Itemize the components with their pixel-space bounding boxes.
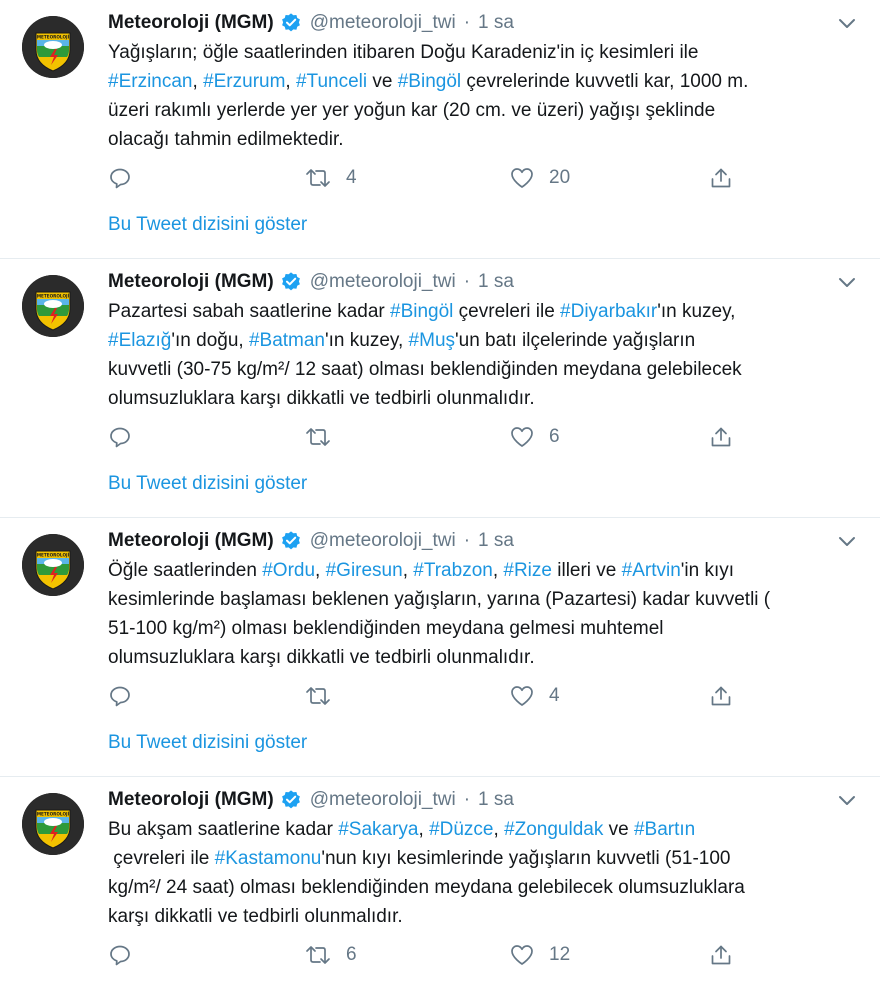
hashtag-link[interactable]: #Düzce: [429, 819, 494, 840]
tweet-text: [108, 556, 860, 672]
chevron-down-icon[interactable]: [836, 789, 858, 811]
tweet-text-segment: ,: [418, 819, 430, 840]
heart-icon: [509, 684, 535, 708]
show-thread-link[interactable]: Bu Tweet dizisini göster: [108, 473, 308, 494]
avatar[interactable]: [22, 16, 84, 78]
share-icon: [709, 943, 733, 967]
tweet-header: [108, 8, 856, 38]
retweet-icon: [304, 166, 332, 190]
author-handle[interactable]: @meteoroloji_twi: [309, 530, 456, 551]
separator-dot: ·: [463, 12, 471, 33]
tweet-text-segment: Bu akşam saatlerine kadar: [108, 819, 339, 840]
tweet-text-segment: karşı dikkatli ve tedbirli olunmalıdır.: [108, 906, 403, 927]
hashtag-link[interactable]: #Sakarya: [338, 819, 419, 840]
tweet-text-segment: Öğle saatlerinden: [108, 560, 263, 581]
svg-text:METEOROLOJİ: METEOROLOJİ: [36, 552, 70, 558]
tweet-header: [108, 267, 856, 297]
hashtag-link[interactable]: #Bartın: [633, 819, 696, 840]
heart-icon: [509, 943, 535, 967]
reply-icon: [108, 684, 132, 708]
like-count: 12: [549, 944, 571, 965]
tweet-text-segment: 'ın doğu,: [171, 330, 249, 351]
tweet-text: [108, 38, 860, 154]
tweet-text-segment: 'ın kuzey,: [657, 301, 736, 322]
tweet-actions: [108, 676, 748, 716]
tweet-actions: [108, 158, 748, 198]
avatar[interactable]: [22, 275, 84, 337]
like-count: 4: [549, 685, 560, 706]
tweet-text-segment: çevrelerinde kuvvetli kar, 1000 m.: [461, 71, 749, 92]
tweet-text-segment: illeri ve: [551, 560, 622, 581]
chevron-down-icon[interactable]: [836, 530, 858, 552]
tweet-text-segment: çevreleri ile: [453, 301, 561, 322]
hashtag-link[interactable]: #Trabzon: [413, 560, 493, 581]
svg-text:METEOROLOJİ: METEOROLOJİ: [36, 34, 70, 40]
retweet-button[interactable]: [304, 417, 346, 457]
tweet-text-segment: 51-100 kg/m²) olması beklendiğinden meydana gelmesi muhtemel: [108, 618, 664, 639]
tweet[interactable]: [0, 518, 880, 777]
separator-dot: ·: [463, 271, 471, 292]
like-count: 6: [549, 426, 560, 447]
verified-badge-icon: [280, 789, 302, 811]
mgm-logo-icon: [22, 275, 84, 337]
author-name[interactable]: Meteoroloji (MGM): [108, 271, 274, 292]
tweet-text-segment: Yağışların; öğle saatlerinden itibaren Doğu Karadeniz'in iç kesimleri ile: [108, 42, 699, 63]
reply-button[interactable]: [108, 676, 132, 716]
author-name[interactable]: Meteoroloji (MGM): [108, 789, 274, 810]
hashtag-link[interactable]: #Tunceli: [295, 71, 368, 92]
retweet-button[interactable]: [304, 158, 357, 198]
tweet-header: [108, 785, 856, 815]
tweet-text-segment: kesimlerinde başlaması beklenen yağışların, yarına (Pazartesi) kadar kuvvetli (: [108, 589, 771, 610]
separator-dot: ·: [463, 789, 471, 810]
tweet-text-segment: olacağı tahmin edilmektedir.: [108, 129, 344, 150]
retweet-count: 4: [346, 167, 357, 188]
hashtag-link[interactable]: #Muş: [408, 330, 456, 351]
chevron-down-icon[interactable]: [836, 12, 858, 34]
hashtag-link[interactable]: #Artvin: [621, 560, 681, 581]
hashtag-link[interactable]: #Diyarbakır: [560, 301, 658, 322]
hashtag-link[interactable]: #Rize: [503, 560, 552, 581]
hashtag-link[interactable]: #Erzurum: [203, 71, 286, 92]
retweet-count: 6: [346, 944, 357, 965]
share-button[interactable]: [709, 676, 733, 716]
hashtag-link[interactable]: #Elazığ: [108, 330, 172, 351]
tweet-text-segment: 'un batı ilçelerinde yağışların: [455, 330, 696, 351]
tweet-text-segment: ,: [492, 560, 504, 581]
mgm-logo-icon: [22, 16, 84, 78]
tweet-text-segment: kuvvetli (30-75 kg/m²/ 12 saat) olması beklendiğinden meydana gelebilecek: [108, 359, 742, 380]
hashtag-link[interactable]: #Erzincan: [108, 71, 193, 92]
tweet-text-segment: 'ın kuzey,: [325, 330, 409, 351]
tweet-text-segment: ,: [402, 560, 414, 581]
retweet-button[interactable]: [304, 935, 357, 975]
show-thread-link[interactable]: Bu Tweet dizisini göster: [108, 214, 308, 235]
reply-button[interactable]: [108, 935, 132, 975]
tweet[interactable]: [0, 0, 880, 259]
share-button[interactable]: [709, 935, 733, 975]
share-icon: [709, 166, 733, 190]
mgm-logo-icon: [22, 534, 84, 596]
author-handle[interactable]: @meteoroloji_twi: [309, 789, 456, 810]
reply-icon: [108, 943, 132, 967]
reply-icon: [108, 166, 132, 190]
tweet-text: [108, 297, 860, 413]
tweet-header: [108, 526, 856, 556]
share-button[interactable]: [709, 158, 733, 198]
tweet-text-segment: Pazartesi sabah saatlerine kadar: [108, 301, 390, 322]
heart-icon: [509, 166, 535, 190]
avatar[interactable]: [22, 793, 84, 855]
tweet-actions: [108, 417, 748, 457]
like-button[interactable]: [509, 417, 560, 457]
like-button[interactable]: [509, 158, 570, 198]
like-count: 20: [549, 167, 571, 188]
author-handle[interactable]: @meteoroloji_twi: [309, 12, 456, 33]
hashtag-link[interactable]: #Batman: [248, 330, 325, 351]
hashtag-link[interactable]: #Ordu: [262, 560, 316, 581]
tweet-text-segment: çevreleri ile: [108, 848, 215, 869]
chevron-down-icon[interactable]: [836, 271, 858, 293]
reply-icon: [108, 425, 132, 449]
author-handle[interactable]: @meteoroloji_twi: [309, 271, 456, 292]
retweet-icon: [304, 684, 332, 708]
mgm-logo-icon: [22, 793, 84, 855]
tweet[interactable]: [0, 777, 880, 984]
tweet-text-segment: 'in kıyı: [680, 560, 735, 581]
like-button[interactable]: [509, 676, 560, 716]
author-name[interactable]: Meteoroloji (MGM): [108, 530, 274, 551]
reply-button[interactable]: [108, 417, 132, 457]
tweet[interactable]: [0, 259, 880, 518]
tweet-text: [108, 815, 860, 931]
share-icon: [709, 425, 733, 449]
hashtag-link[interactable]: #Bingöl: [397, 71, 462, 92]
hashtag-link[interactable]: #Zonguldak: [504, 819, 604, 840]
tweet-text-segment: 'nun kıyı kesimlerinde yağışların kuvvetli (51-100: [321, 848, 731, 869]
tweet-timestamp[interactable]: 1 sa: [478, 12, 514, 33]
show-thread-link[interactable]: Bu Tweet dizisini göster: [108, 732, 308, 753]
retweet-button[interactable]: [304, 676, 346, 716]
tweet-text-segment: olumsuzluklara karşı dikkatli ve tedbirli olunmalıdır.: [108, 388, 535, 409]
tweet-timestamp[interactable]: 1 sa: [478, 789, 514, 810]
tweet-actions: [108, 935, 748, 975]
author-name[interactable]: Meteoroloji (MGM): [108, 12, 274, 33]
tweet-text-segment: kg/m²/ 24 saat) olması beklendiğinden meydana gelebilecek olumsuzluklara: [108, 877, 745, 898]
hashtag-link[interactable]: #Kastamonu: [214, 848, 322, 869]
svg-text:METEOROLOJİ: METEOROLOJİ: [36, 811, 70, 817]
tweet-text-segment: ,: [493, 819, 505, 840]
verified-badge-icon: [280, 530, 302, 552]
tweet-timestamp[interactable]: 1 sa: [478, 530, 514, 551]
retweet-icon: [304, 943, 332, 967]
like-button[interactable]: [509, 935, 570, 975]
tweet-text-segment: ve: [603, 819, 634, 840]
share-button[interactable]: [709, 417, 733, 457]
avatar[interactable]: [22, 534, 84, 596]
hashtag-link[interactable]: #Bingöl: [390, 301, 454, 322]
hashtag-link[interactable]: #Giresun: [325, 560, 403, 581]
tweet-text-segment: ,: [192, 71, 204, 92]
tweet-text-segment: ve: [367, 71, 398, 92]
svg-text:METEOROLOJİ: METEOROLOJİ: [36, 293, 70, 299]
retweet-icon: [304, 425, 332, 449]
heart-icon: [509, 425, 535, 449]
tweet-text-segment: ,: [285, 71, 296, 92]
separator-dot: ·: [463, 530, 471, 551]
verified-badge-icon: [280, 12, 302, 34]
share-icon: [709, 684, 733, 708]
verified-badge-icon: [280, 271, 302, 293]
tweet-text-segment: ,: [315, 560, 326, 581]
tweet-text-segment: olumsuzluklara karşı dikkatli ve tedbirli olunmalıdır.: [108, 647, 535, 668]
tweet-text-segment: üzeri rakımlı yerlerde yer yer yoğun kar (20 cm. ve üzeri) yağışı şeklinde: [108, 100, 716, 121]
tweet-timestamp[interactable]: 1 sa: [478, 271, 514, 292]
reply-button[interactable]: [108, 158, 132, 198]
